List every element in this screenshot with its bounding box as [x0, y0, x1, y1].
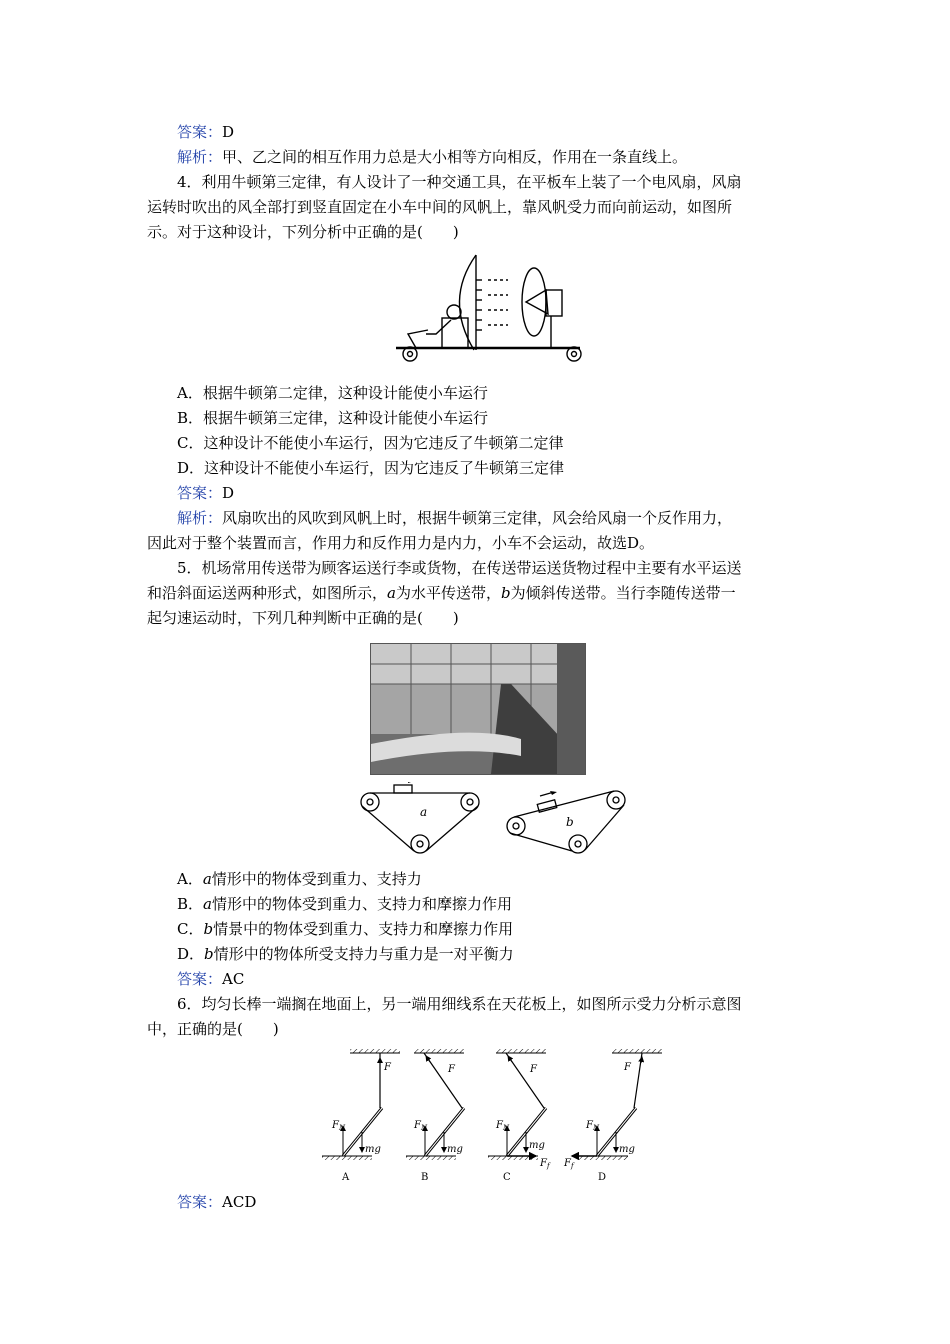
diagram-label-b: B	[421, 1172, 429, 1183]
q5-option-a	[177, 869, 422, 889]
q5-option-b	[177, 894, 512, 914]
force-fn-label: $F_N$	[414, 1120, 428, 1132]
q5-stem-1: 5．机场常用传送带为顾客运送行李或货物，在传送带运送货物过程中主要有水平运送	[177, 559, 742, 577]
q5-stem-text: 为水平传送带，	[395, 584, 501, 602]
option-text: 情形中的物体受到重力、支持力	[211, 870, 422, 888]
q6-stem-1: 6．均匀长棒一端搁在地面上，另一端用细线系在天花板上，如图所示受力分析示意图	[177, 995, 742, 1013]
explanation-text: 甲、乙之间的相互作用力总是大小相等方向相反，作用在一条直线上。	[222, 148, 688, 166]
option-letter: C．	[177, 920, 204, 938]
explanation-line-q3	[177, 147, 687, 167]
force-f-label: F	[530, 1064, 537, 1075]
q5-option-c	[177, 919, 513, 939]
force-mg-label: mg	[619, 1144, 635, 1155]
answer-value: ACD	[222, 1193, 257, 1211]
variable-a: a	[387, 584, 396, 602]
answer-value: AC	[222, 970, 245, 988]
answer-line-q5	[177, 969, 244, 989]
q4-stem-1: 4．利用牛顿第三定律，有人设计了一种交通工具，在平板车上装了一个电风扇，风扇	[177, 173, 742, 191]
q4-stem-2: 运转时吹出的风全部打到竖直固定在小车中间的风帆上，靠风帆受力而向前运动，如图所	[147, 198, 733, 216]
force-diagram-b	[406, 1049, 464, 1183]
variable-b: b	[204, 945, 214, 963]
q4-option-b: B．根据牛顿第三定律，这种设计能使小车运行	[177, 409, 489, 427]
force-fn-label: $F_N$	[496, 1120, 510, 1132]
inclined-conveyor-diagram	[504, 786, 632, 858]
option-letter: B．	[177, 895, 204, 913]
answer-value: D	[222, 123, 235, 141]
fan-cart-figure	[396, 250, 586, 370]
explanation-label: 解析：	[177, 509, 223, 527]
force-f-label: F	[448, 1064, 455, 1075]
q5-stem-2	[147, 583, 736, 603]
force-f-label: F	[624, 1062, 631, 1073]
diagram-label-a: A	[342, 1172, 350, 1183]
explanation-line-q4	[177, 508, 732, 528]
force-mg-label: mg	[365, 1144, 381, 1155]
force-diagrams-figure	[320, 1046, 670, 1186]
diagram-label-d: D	[598, 1172, 607, 1183]
q4-option-a: A．根据牛顿第二定律，这种设计能使小车运行	[177, 384, 488, 402]
explanation-text: 风扇吹出的风吹到风帆上时，根据牛顿第三定律，风会给风扇一个反作用力，	[222, 509, 733, 527]
horizontal-conveyor-diagram	[358, 782, 482, 860]
answer-line-q6	[177, 1192, 256, 1212]
force-ff-label: $F_f$	[540, 1158, 550, 1170]
variable-a: a	[203, 895, 212, 913]
belt-b-label: b	[566, 815, 574, 829]
force-diagram-c	[488, 1049, 551, 1183]
q5-stem-text: 和沿斜面运送两种形式，如图所示，	[147, 584, 388, 602]
q4-stem-3: 示。对于这种设计，下列分析中正确的是( )	[147, 223, 459, 241]
force-diagram-d	[563, 1049, 662, 1183]
explanation-label: 解析：	[177, 148, 223, 166]
explanation-line-q4-2: 因此对于整个装置而言，作用力和反作用力是内力，小车不会运动，故选D。	[147, 534, 655, 552]
option-text: 情形中的物体受到重力、支持力和摩擦力作用	[211, 895, 512, 913]
q6-stem-2: 中，正确的是( )	[147, 1020, 279, 1038]
answer-line-q4	[177, 483, 234, 503]
q5-option-d	[177, 944, 514, 964]
diagram-label-c: C	[503, 1172, 511, 1183]
force-f-label: F	[384, 1062, 391, 1073]
variable-b: b	[500, 584, 511, 602]
q5-stem-3: 起匀速运动时，下列几种判断中正确的是( )	[147, 609, 459, 627]
belt-a-label: a	[420, 805, 428, 819]
variable-b: b	[203, 920, 214, 938]
answer-line-q3	[177, 122, 234, 142]
option-letter: D．	[177, 945, 205, 963]
airport-conveyor-photo	[370, 643, 586, 775]
answer-label: 答案：	[177, 484, 223, 502]
answer-label: 答案：	[177, 123, 223, 141]
q4-option-c: C．这种设计不能使小车运行，因为它违反了牛顿第二定律	[177, 434, 564, 452]
variable-a: a	[202, 870, 212, 888]
force-fn-label: $F_N$	[332, 1120, 346, 1132]
q4-option-d: D．这种设计不能使小车运行，因为它违反了牛顿第三定律	[177, 459, 565, 477]
force-mg-label: mg	[447, 1144, 463, 1155]
answer-label: 答案：	[177, 1193, 223, 1211]
force-diagram-a	[322, 1049, 400, 1183]
force-fn-label: $F_N$	[586, 1120, 600, 1132]
force-ff-label: $F_f$	[564, 1158, 574, 1170]
answer-label: 答案：	[177, 970, 223, 988]
force-mg-label: mg	[529, 1140, 545, 1151]
q5-stem-text: 为倾斜传送带。当行李随传送带一	[510, 584, 736, 602]
option-letter: A．	[177, 870, 203, 888]
option-text: 情形中的物体所受支持力与重力是一对平衡力	[213, 945, 514, 963]
answer-value: D	[222, 484, 235, 502]
option-text: 情景中的物体受到重力、支持力和摩擦力作用	[213, 920, 514, 938]
